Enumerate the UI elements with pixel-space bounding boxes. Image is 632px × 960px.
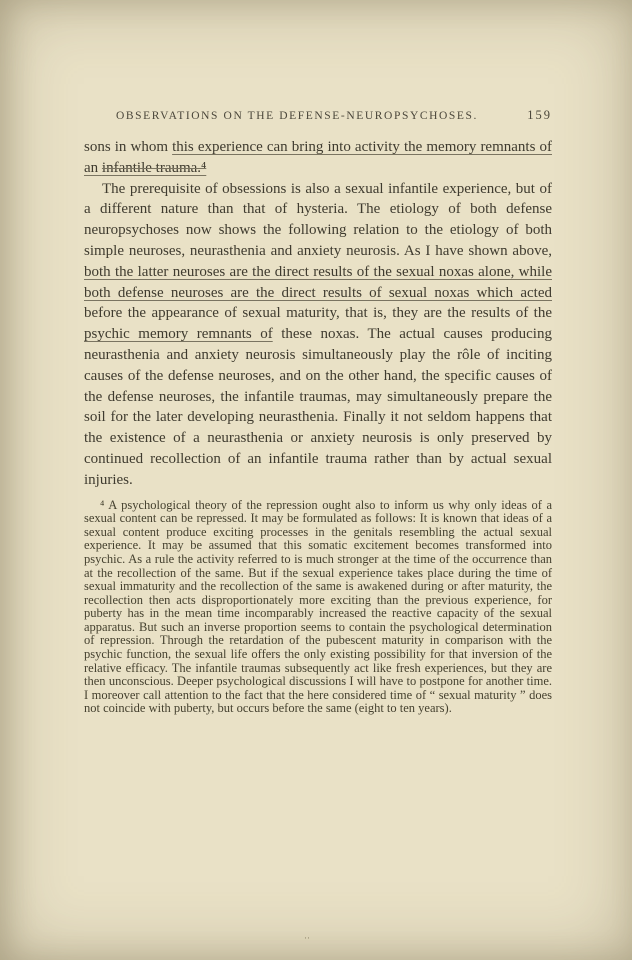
text-segment: before the appearance of sexual maturity, that is, they are the results of the	[84, 305, 552, 322]
text-segment: sons in whom	[84, 139, 173, 155]
text-segment: ⁴ A psychological theory of the repression ought also to inform us why only ideas of a sexual content can be repressed. It may be formulated as follows: It is known that ideas of a sexual content produce exciting processes in the genitals resembling the actual sexual experience. It may be assumed that this somatic excitement becomes transformed into psychic. As a rule the activity referred to is much stronger at the time of the occurrence than at the recollection of the same. But if the sexual experience takes place during the time of sexual immaturity and the recollection of the same is awakened during or after maturity, the recollection then acts disproportionately more exciting than the previous experience, for puberty has in the mean time incomparably increased the reactive capacity of the sexual apparatus. But such an inverse proportion seems to contain the psychological determination of repression. Through the retardation of the pubescent maturity in comparison with the psychic function, the sexual life offers the only existing possibility for that inversion of the relative efficacy. The infantile traumas subsequently act like fresh experiences, but they are then unconscious. Deeper psychological discussions I will have to postpone for another time. I moreover call attention to the fact that the here considered time of “ sexual maturity ” does not coincide with puberty, but occurs before the same (eight to ten years).	[84, 497, 552, 716]
print-artifact: ··	[304, 933, 310, 943]
running-header-title: OBSERVATIONS ON THE DEFENSE-NEUROPSYCHOSES.	[116, 110, 479, 122]
text-segment: these noxas. The actual causes producing neurasthenia and anxiety neurosis simultaneously play the rôle of inciting causes of the defense neuroses, and on the other hand, the specific causes of the defense neuroses, the infantile traumas, may simultaneously prepare the soil for the later developing neurasthenia. Finally it not seldom happens that the existence of a neurasthenia or anxiety neurosis is only preserved by continued recollection of an infantile trauma rather than by actual sexual injuries.	[84, 326, 552, 488]
pencil-underlined-text: both the latter neuroses are the direct results of the sexual noxas alone, while both defense neuroses are the direct results of sexual noxas which acted	[84, 263, 552, 301]
footnote	[84, 499, 552, 717]
running-header	[84, 108, 552, 123]
pencil-underlined-text: this experience can bring into activity the memory remnants of an	[84, 139, 552, 176]
body-paragraph	[84, 179, 552, 491]
text-segment: The prerequisite of obsessions is also a sexual infantile experience, but of a different nature than that of hysteria. The etiology of both defense neuropsychoses now shows the following relation to the etiology of both simple neuroses, neurasthenia and anxiety neurosis. As I have shown above,	[84, 180, 552, 259]
body-paragraph-continued	[84, 137, 552, 179]
page-number: 159	[527, 108, 552, 122]
pencil-underlined-text: psychic memory remnants of	[84, 326, 273, 343]
pencil-underlined-text: infantile trauma.⁴	[101, 159, 207, 176]
text-block	[84, 137, 552, 716]
footnote-paragraph	[84, 499, 552, 717]
body-text	[84, 137, 552, 491]
